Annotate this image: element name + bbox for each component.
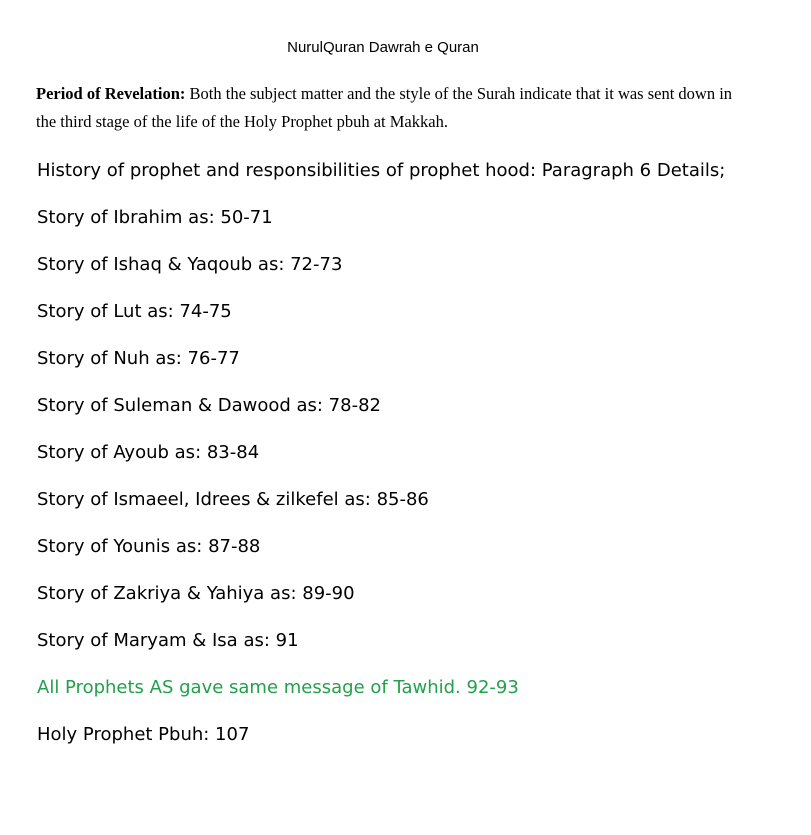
story-ayoub: Story of Ayoub as: 83-84 — [37, 442, 260, 463]
story-lut: Story of Lut as: 74-75 — [37, 301, 232, 322]
holy-prophet-line: Holy Prophet Pbuh: 107 — [37, 724, 250, 745]
story-maryam-isa: Story of Maryam & Isa as: 91 — [37, 630, 299, 651]
page-header: NurulQuran Dawrah e Quran — [287, 39, 479, 56]
story-ismaeel-idrees-zilkefel: Story of Ismaeel, Idrees & zilkefel as: 85-86 — [37, 489, 429, 510]
paragraph-heading: History of prophet and responsibilities of prophet hood: Paragraph 6 Details; — [37, 160, 726, 181]
story-suleman-dawood: Story of Suleman & Dawood as: 78-82 — [37, 395, 381, 416]
story-nuh: Story of Nuh as: 76-77 — [37, 348, 240, 369]
story-ibrahim: Story of Ibrahim as: 50-71 — [37, 207, 273, 228]
story-younis: Story of Younis as: 87-88 — [37, 536, 261, 557]
story-ishaq-yaqoub: Story of Ishaq & Yaqoub as: 72-73 — [37, 254, 343, 275]
revelation-label: Period of Revelation: — [36, 84, 186, 103]
revelation-text: Both the subject matter and the style of the Surah indicate that it was sent down in the third stage of the life of the Holy Prophet pbuh at Makkah. — [36, 84, 733, 131]
tawhid-message: All Prophets AS gave same message of Tawhid. 92-93 — [37, 677, 519, 698]
story-zakriya-yahiya: Story of Zakriya & Yahiya as: 89-90 — [37, 583, 355, 604]
story-list — [37, 156, 797, 767]
revelation-paragraph — [36, 80, 736, 136]
